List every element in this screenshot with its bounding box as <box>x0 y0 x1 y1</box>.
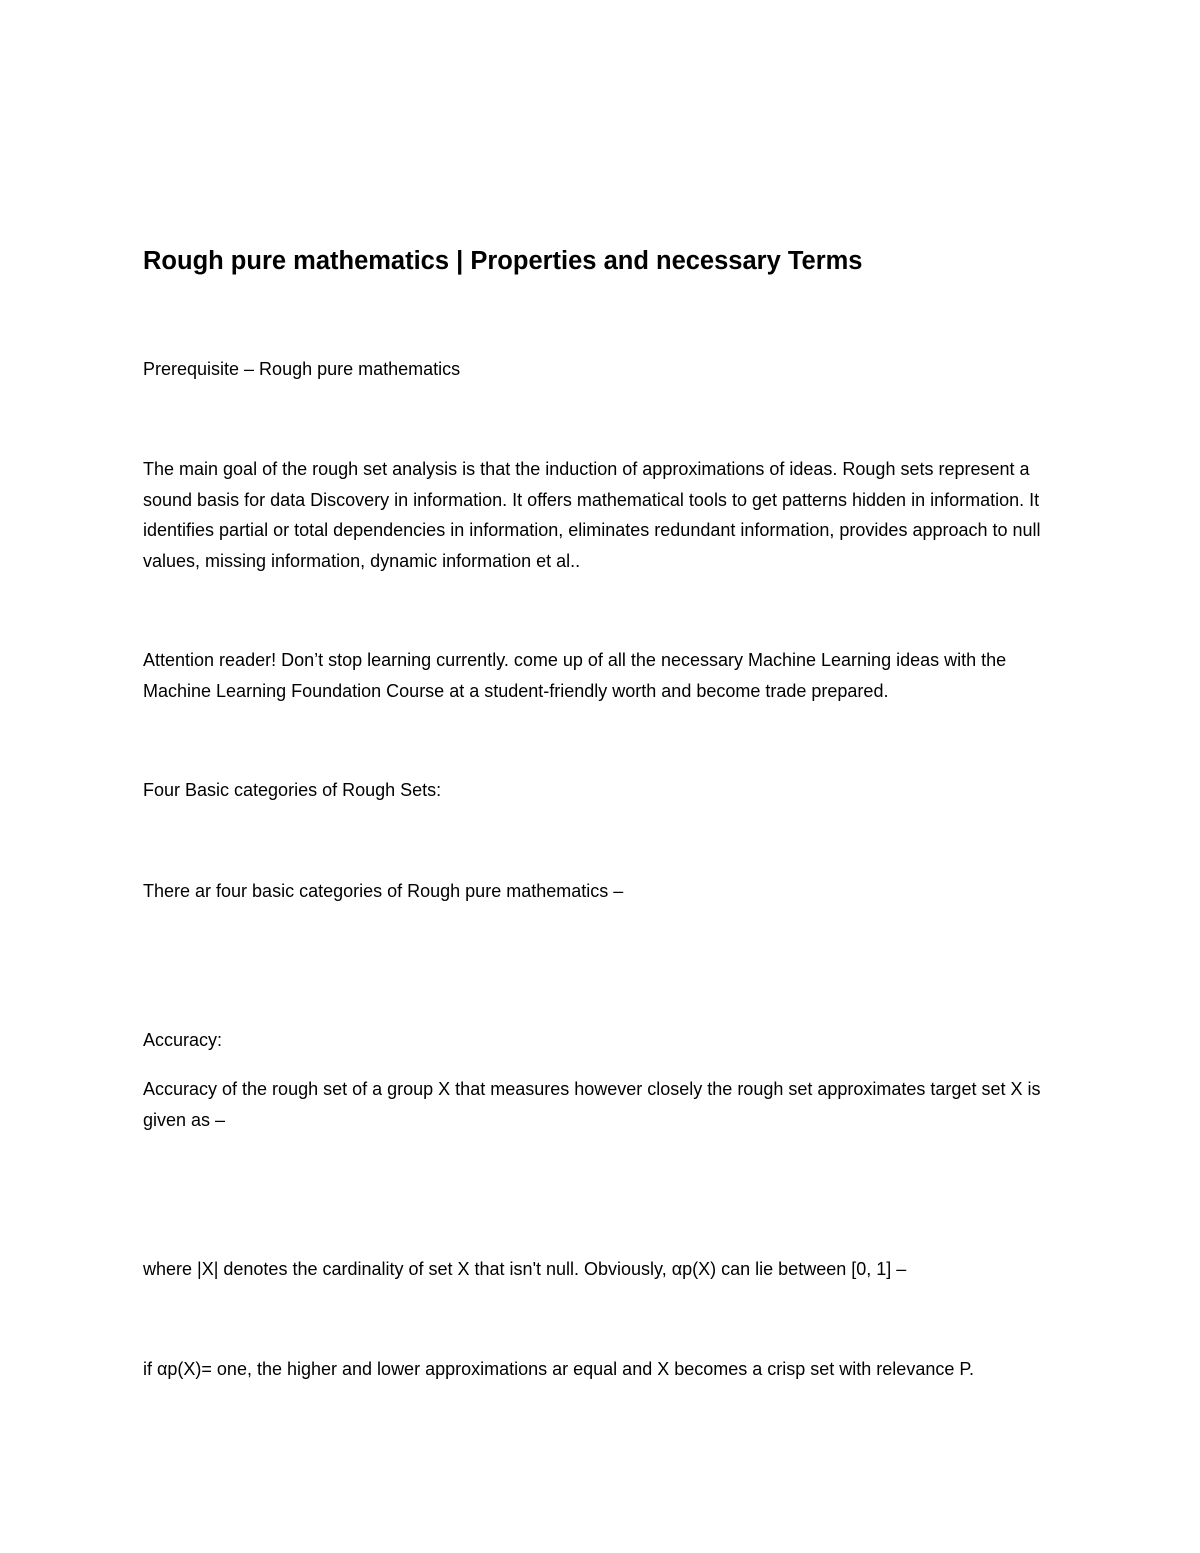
intro-paragraph: The main goal of the rough set analysis is that the induction of approximations of ideas. Rough sets represent a sound basis for data Discovery in information. It offers mathematical tools to get patterns hidden in information. It identifies partial or total dependencies in information, eliminates redundant information, provides approach to null values, missing information, dynamic information et al.. <box>143 459 1041 571</box>
categories-intro: There ar four basic categories of Rough pure mathematics – <box>143 881 624 901</box>
document-title: Rough pure mathematics | Properties and necessary Terms <box>143 247 863 275</box>
crisp-set-paragraph: if αp(X)= one, the higher and lower approximations ar equal and X becomes a crisp set with relevance P. <box>143 1359 975 1379</box>
accuracy-paragraph: Accuracy of the rough set of a group X that measures however closely the rough set approximates target set X is given as – <box>143 1079 1041 1130</box>
prerequisite-line: Prerequisite – Rough pure mathematics <box>143 359 461 379</box>
attention-paragraph: Attention reader! Don’t stop learning currently. come up of all the necessary Machine Learning ideas with the Machine Learning Foundation Course at a student-friendly worth and become trade prepared. <box>143 650 1007 701</box>
cardinality-paragraph: where |X| denotes the cardinality of set X that isn't null. Obviously, αp(X) can lie between [0, 1] – <box>143 1259 907 1279</box>
accuracy-heading: Accuracy: <box>143 1030 223 1050</box>
categories-heading: Four Basic categories of Rough Sets: <box>143 780 442 800</box>
